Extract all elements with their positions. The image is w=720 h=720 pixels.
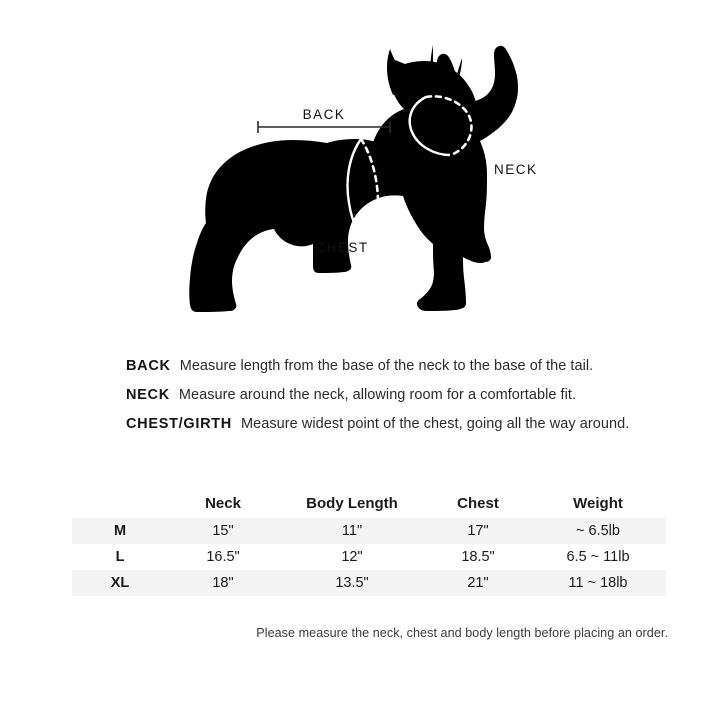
cell-weight: 6.5 ~ 11lb xyxy=(566,549,630,565)
diagram-label-neck: NECK xyxy=(494,162,538,177)
dog-measurement-diagram xyxy=(0,0,720,330)
instruction-description-back: Measure length from the base of the neck to the base of the tail. xyxy=(179,358,594,374)
cell-weight: 11 ~ 18lb xyxy=(530,570,666,596)
instruction-row-back xyxy=(126,358,646,374)
instruction-description-neck: Measure around the neck, allowing room for a comfortable fit. xyxy=(178,387,577,403)
cell-chest: 18.5" xyxy=(461,549,495,565)
column-header-weight: Weight xyxy=(530,488,666,518)
column-header-neck: Neck xyxy=(168,488,278,518)
cell-neck: 18" xyxy=(168,570,278,596)
cell-chest: 21" xyxy=(426,570,530,596)
instruction-row-chest-girth xyxy=(126,416,646,432)
column-header-size xyxy=(72,488,168,518)
size-chart-header xyxy=(72,488,666,518)
cell-body-length: 12" xyxy=(341,549,363,565)
column-header-chest: Chest xyxy=(426,488,530,518)
diagram-label-chest: CHEST xyxy=(315,240,369,255)
back-measure-bar xyxy=(258,121,390,133)
diagram-label-back: BACK xyxy=(302,107,346,122)
dog-torso xyxy=(190,139,491,311)
cell-size: XL xyxy=(72,570,168,596)
table-row xyxy=(72,518,666,544)
cell-neck: 15" xyxy=(168,518,278,544)
instruction-term-back: BACK xyxy=(126,358,171,374)
cell-neck: 16.5" xyxy=(206,549,240,565)
table-row xyxy=(72,570,666,596)
instruction-term-neck: NECK xyxy=(126,387,170,403)
column-header-body-length: Body Length xyxy=(278,488,426,518)
table-row xyxy=(72,544,666,570)
cell-weight: ~ 6.5lb xyxy=(530,518,666,544)
instruction-row-neck xyxy=(126,387,646,403)
measurement-instructions xyxy=(126,358,646,445)
cell-size: M xyxy=(72,518,168,544)
cell-body-length: 11" xyxy=(278,518,426,544)
size-chart-table xyxy=(72,488,666,596)
cell-chest: 17" xyxy=(426,518,530,544)
cell-size: L xyxy=(115,549,125,565)
table-header-row xyxy=(72,488,666,518)
dog-silhouette-group xyxy=(190,45,491,311)
instruction-term-chest-girth: CHEST/GIRTH xyxy=(126,416,232,432)
dog-silhouette-illustration xyxy=(150,40,570,320)
cell-body-length: 13.5" xyxy=(278,570,426,596)
size-chart-body xyxy=(72,518,666,596)
instruction-description-chest-girth: Measure widest point of the chest, going all the way around. xyxy=(240,416,630,432)
footer-note: Please measure the neck, chest and body length before placing an order. xyxy=(256,626,668,640)
